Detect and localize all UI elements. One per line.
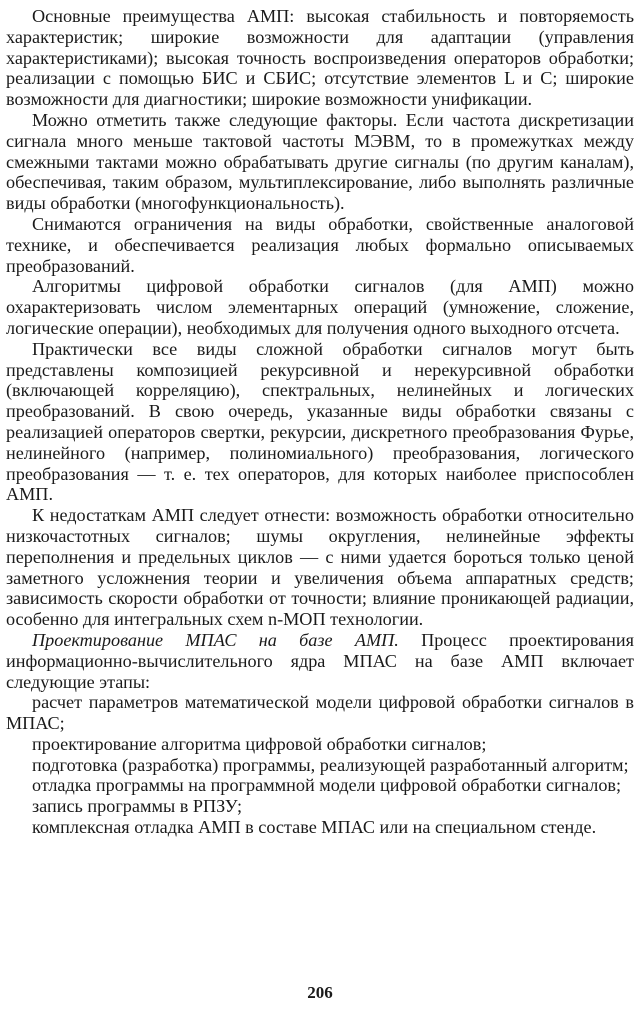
body-text <box>6 6 634 838</box>
paragraph-design-intro <box>6 630 634 692</box>
page-number: 206 <box>307 983 333 1002</box>
paragraph-restrictions: Снимаются ограничения на виды обработки, свойственные аналоговой технике, и обеспечивается реализация любых формально описываемых преобразований. <box>6 213 634 276</box>
design-step: запись программы в РПЗУ; <box>32 796 243 817</box>
paragraph-factors: Можно отметить также следующие факторы. Если частота дискретизации сигнала много меньше тактовой частоты МЭВМ, то в промежутках между смежными тактами можно обрабатывать другие сигналы (по другим каналам), обеспечивая, таким образом, мультиплексирование, либо выполнять различные виды обработки (многофункциональность). <box>6 109 634 214</box>
paragraph-processing-types: Практически все виды сложной обработки сигналов могут быть представлены композицией рекурсивной и нерекурсивной обработки (включающей корреляцию), спектральных, нелинейных и логических преобразований. В свою очередь, указанные виды обработки связаны с реализацией операторов свертки, рекурсии, дискретного преобразования Фурье, нелинейного (например, полиномиального) преобразования, логического преобразования — т. е. тех операторов, для которых наиболее приспособлен АМП. <box>6 338 634 505</box>
paragraph-algorithms: Алгоритмы цифровой обработки сигналов (для АМП) можно охарактеризовать числом элементарных операций (умножение, сложение, логические операции), необходимых для получения одного выходного отсчета. <box>6 276 634 338</box>
paragraph-advantages: Основные преимущества АМП: высокая стабильность и повторяемость характеристик; широкие возможности для адаптации (управления характеристиками); высокая точность воспроизведения операторов обработки; реализации с помощью БИС и СБИС; отсутствие элементов L и C; широкие возможности для диагностики; широкие возможности унификации. <box>6 6 634 110</box>
section-heading: Проектирование МПАС на базе АМП. <box>32 629 399 650</box>
section-intro: Процесс проектирования информационно-вычислительного ядра МПАС на базе АМП включает следующие этапы: <box>6 629 634 692</box>
design-step: подготовка (разработка) программы, реализующей разработанный алгоритм; <box>32 754 629 775</box>
paragraph-disadvantages: К недостаткам АМП следует отнести: возможность обработки относительно низкочастотных сигналов; шумы округления, нелинейные эффекты переполнения и предельных циклов — с ними удается бороться только ценой заметного усложнения теории и увеличения объема аппаратных средств; зависимость скорости обработки от точности; влияние проникающей радиации, особенно для интегральных схем n-МОП технологии. <box>6 505 634 630</box>
design-step: проектирование алгоритма цифровой обработки сигналов; <box>32 733 487 754</box>
design-step: отладка программы на программной модели цифровой обработки сигналов; <box>32 775 622 796</box>
design-step: расчет параметров математической модели цифровой обработки сигналов в МПАС; <box>6 692 634 734</box>
design-step: комплексная отладка АМП в составе МПАС или на специальном стенде. <box>32 817 597 838</box>
